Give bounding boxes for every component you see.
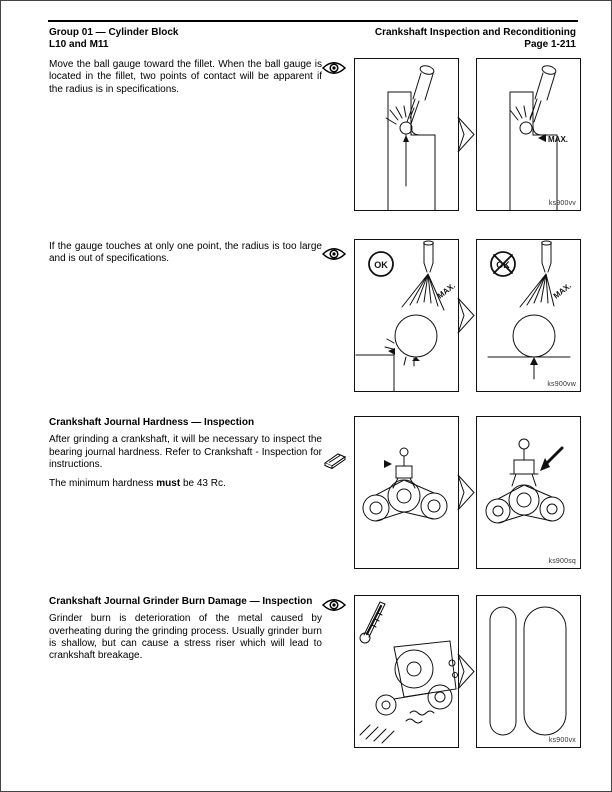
max-label: MAX. xyxy=(548,135,568,144)
figure-caption: ks900vw xyxy=(547,381,576,388)
ok-label-crossed: OK xyxy=(496,260,510,270)
max-label: MAX. xyxy=(551,281,573,301)
section-hardness-text xyxy=(49,417,322,497)
ok-label: OK xyxy=(374,260,388,270)
header-model-line: L10 and M11 xyxy=(49,38,109,50)
figure-caption: ks900sq xyxy=(548,558,576,565)
eye-icon xyxy=(322,247,346,266)
figure-caption: ks900vv xyxy=(548,200,576,207)
hardness-post: be 43 Rc. xyxy=(180,478,226,490)
figure-gauge-ok-not-ok xyxy=(354,239,581,392)
figure-hardness-tester xyxy=(354,416,581,569)
header-right xyxy=(375,27,576,50)
header-page-number: Page 1-211 xyxy=(524,38,576,50)
paragraph: After grinding a crankshaft, it will be necessary to inspect the bearing journal hardness. Refer to Crankshaft - Inspection for instructions. xyxy=(49,434,322,470)
whetstone-icon xyxy=(323,451,347,474)
section-ball-gauge-text xyxy=(49,59,322,103)
section-heading: Crankshaft Journal Grinder Burn Damage — Inspection xyxy=(49,596,313,607)
header-rule xyxy=(48,20,578,22)
figure-grinder-burn xyxy=(354,595,581,748)
section-grinder-burn-text xyxy=(49,596,322,669)
section-one-point-text xyxy=(49,241,322,273)
eye-icon xyxy=(322,598,346,617)
figure-ball-gauge-fillet xyxy=(354,58,581,211)
header-section-title: Crankshaft Inspection and Reconditioning xyxy=(374,27,576,38)
hardness-must: must xyxy=(156,478,181,490)
paragraph-hardness xyxy=(49,478,322,490)
hardness-pre: The minimum hardness xyxy=(49,478,157,490)
header-left xyxy=(49,27,178,50)
header-group-title: Group 01 — Cylinder Block xyxy=(49,27,179,38)
section-heading: Crankshaft Journal Hardness — Inspection xyxy=(49,417,255,428)
figure-caption: ks900vx xyxy=(548,737,576,744)
paragraph: Grinder burn is deterioration of the metal caused by overheating during the grinding process. Usually grinder burn is shallow, but can cause a stress riser which will lead to crankshaft breakage. xyxy=(49,613,322,662)
max-label: MAX. xyxy=(435,281,457,301)
eye-icon xyxy=(322,61,346,80)
paragraph: If the gauge touches at only one point, the radius is too large and is out of specifications. xyxy=(49,241,322,265)
paragraph: Move the ball gauge toward the fillet. When the ball gauge is located in the fillet, two points of contact will be apparent if the radius is in specifications. xyxy=(49,59,322,95)
